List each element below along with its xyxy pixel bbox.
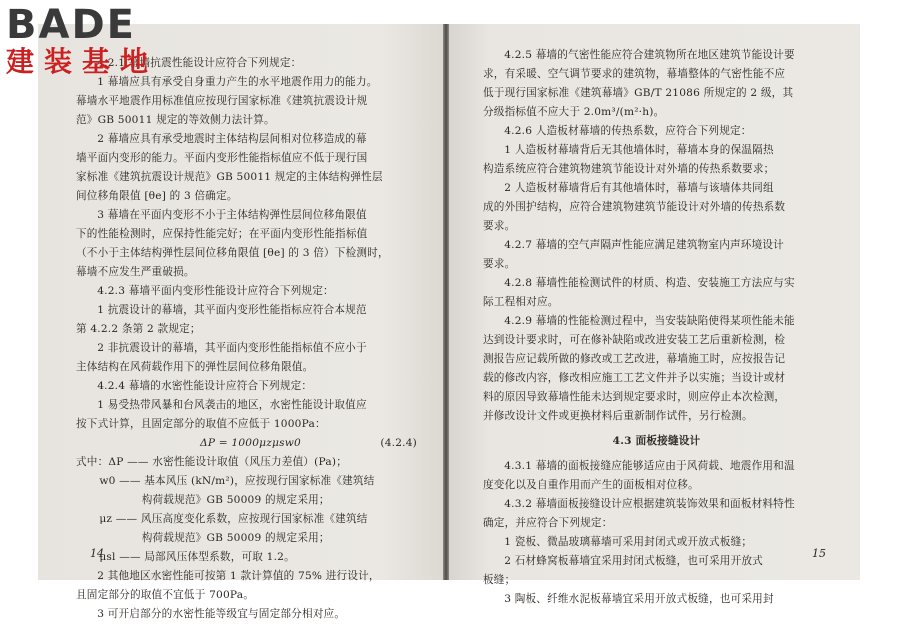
text-line: 4.2.6 人造板材幕墙的传热系数，应符合下列规定：: [504, 125, 752, 137]
text-line: 家标准《建筑抗震设计规范》GB 50011 规定的主体结构弹性层: [76, 171, 383, 183]
text-line: 达到设计要求时，可在修补缺陷或改进安装工艺后重新检测，检: [483, 334, 786, 346]
text-line: 3 幕墙在平面内变形不小于主体结构弹性层间位移角限值: [97, 209, 367, 221]
text-line: 范》GB 50011 规定的等效侧力法计算。: [76, 114, 275, 126]
text-line: 4.3.1 幕墙的面板接缝应能够适应由于风荷载、地震作用和温: [504, 460, 795, 472]
text-line: 1 抗震设计的幕墙，其平面内变形性能指标应符合本规范: [97, 304, 367, 316]
logo-wordmark: BADE: [6, 2, 136, 48]
text-line: 并修改设计文件或更换材料后重新制作试件，另行检测。: [483, 410, 753, 422]
text-line: 构荷载规范》GB 50009 的规定采用；: [141, 494, 330, 506]
text-line: 1 易受热带风暴和台风袭击的地区，水密性能设计取值应: [97, 399, 367, 411]
text-line: 3 可开启部分的水密性能等级宜与固定部分相对应。: [97, 608, 346, 620]
bade-logo: [6, 4, 176, 84]
text-line: 主体结构在风荷载作用下的弹性层间位移角限值。: [76, 361, 314, 373]
text-line: 要求。: [483, 220, 516, 232]
text-line: 4.2.4 幕墙的水密性能设计应符合下列规定：: [97, 380, 313, 392]
book-spread: [38, 24, 860, 620]
left-page-body: [76, 54, 425, 624]
text-line: 且固定部分的取值不宜低于 700Pa。: [76, 589, 255, 601]
right-page-number: 15: [812, 547, 826, 560]
text-line: 2 石材蜂窝板幕墙宜采用封闭式板缝，也可采用开放式: [504, 555, 763, 567]
text-line: 板缝；: [483, 574, 516, 586]
text-line: 幕墙不应发生严重破损。: [76, 266, 195, 278]
text-line: 墙平面内变形的能力。平面内变形性能指标值应不低于现行国: [76, 152, 368, 164]
text-line: 4.2.9 幕墙的性能检测过程中，当安装缺陷使得某项性能未能: [504, 315, 795, 327]
text-line: μz —— 风压高度变化系数，应按现行国家标准《建筑结: [99, 513, 368, 525]
text-line: 度变化以及自重作用而产生的面板相对位移。: [483, 479, 699, 491]
text-line: 幕墙水平地震作用标准值应按现行国家标准《建筑抗震设计规: [76, 95, 368, 107]
text-line: 式中：ΔP —— 水密性能设计取值（风压力差值）(Pa)；: [76, 456, 348, 468]
formula: [76, 434, 425, 453]
left-page-number: 14: [90, 547, 104, 560]
text-line: 2 其他地区水密性能可按第 1 款计算值的 75% 进行设计，: [97, 570, 380, 582]
text-line: 2 人造板材幕墙背后有其他墙体时，幕墙与该墙体共同组: [504, 182, 774, 194]
text-line: 下的性能检测时，应保持性能完好；在平面内变形性能指标值: [76, 228, 368, 240]
text-line: w0 —— 基本风压 (kN/m²)，应按现行国家标准《建筑结: [99, 475, 375, 487]
left-page: [38, 24, 443, 620]
logo-chinese: 建装基地: [6, 45, 159, 78]
text-line: 4.3.2 幕墙面板接缝设计应根据建筑装饰效果和面板材料特性: [504, 498, 795, 510]
text-line: 构荷载规范》GB 50009 的规定采用；: [141, 532, 330, 544]
text-line: 分级指标值不应大于 2.0m³/(m²·h)。: [483, 106, 665, 118]
text-line: 低于现行国家标准《建筑幕墙》GB/T 21086 所规定的 2 级，其: [483, 87, 794, 99]
text-line: 际工程相对应。: [483, 296, 559, 308]
text-line: 间位移角限值 [θe] 的 3 倍确定。: [76, 190, 238, 202]
text-line: 4.2.8 幕墙性能检测试件的材质、构造、安装施工方法应与实: [504, 277, 795, 289]
text-line: 要求。: [483, 258, 516, 270]
text-line: 1 瓷板、微晶玻璃幕墙可采用封闭式或开放式板缝；: [504, 536, 753, 548]
formula-text: ΔP = 1000μzμsw0: [200, 437, 301, 449]
right-page-body: [483, 46, 830, 609]
text-line: 料的原因导致幕墙性能未达到规定要求时，则应停止本次检测，: [483, 391, 786, 403]
text-line: 确定，并应符合下列规定：: [483, 517, 613, 529]
text-line: 4.2.3 幕墙平面内变形性能设计应符合下列规定：: [97, 285, 334, 297]
text-line: 2 非抗震设计的幕墙，其平面内变形性能指标值不应小于: [97, 342, 367, 354]
text-line: （不小于主体结构弹性层间位移角限值 [θe] 的 3 倍）下检测时，: [76, 247, 389, 259]
text-line: 载的修改内容，修改相应施工工艺文件并予以实施；当设计或材: [483, 372, 786, 384]
text-line: 成的外围护结构，应符合建筑物建筑节能设计对外墙的传热系数: [483, 201, 786, 213]
section-heading: 4.3 面板接缝设计: [612, 435, 701, 447]
right-page: [449, 24, 860, 605]
text-line: 4.2.1 幕墙抗震性能设计应符合下列规定：: [97, 57, 302, 69]
text-line: 2 幕墙应具有承受地震时主体结构层间相对位移造成的幕: [97, 133, 367, 145]
text-line: 求，有采暖、空气调节要求的建筑物，幕墙整体的气密性能不应: [483, 68, 786, 80]
text-line: 第 4.2.2 条第 2 款规定；: [76, 323, 201, 335]
text-line: 测报告应记载所做的修改或工艺改进，幕墙施工时，应按报告记: [483, 353, 786, 365]
text-line: 4.2.7 幕墙的空气声隔声性能应满足建筑物室内声环境设计: [504, 239, 784, 251]
text-line: 4.2.5 幕墙的气密性能应符合建筑物所在地区建筑节能设计要: [504, 49, 795, 61]
text-line: 3 陶板、纤维水泥板幕墙宜采用开放式板缝，也可采用封: [504, 593, 774, 605]
text-line: 构造系统应符合建筑物建筑节能设计对外墙的传热系数要求；: [483, 163, 775, 175]
text-line: 1 幕墙应具有承受自身重力产生的水平地震作用力的能力。: [97, 76, 378, 88]
text-line: 1 人造板材幕墙背后无其他墙体时，幕墙本身的保温隔热: [504, 144, 774, 156]
formula-number: (4.2.4): [380, 437, 417, 449]
text-line: 按下式计算，且固定部分的取值不应低于 1000Pa：: [76, 418, 326, 430]
text-line: μsl —— 局部风压体型系数，可取 1.2。: [99, 551, 295, 563]
